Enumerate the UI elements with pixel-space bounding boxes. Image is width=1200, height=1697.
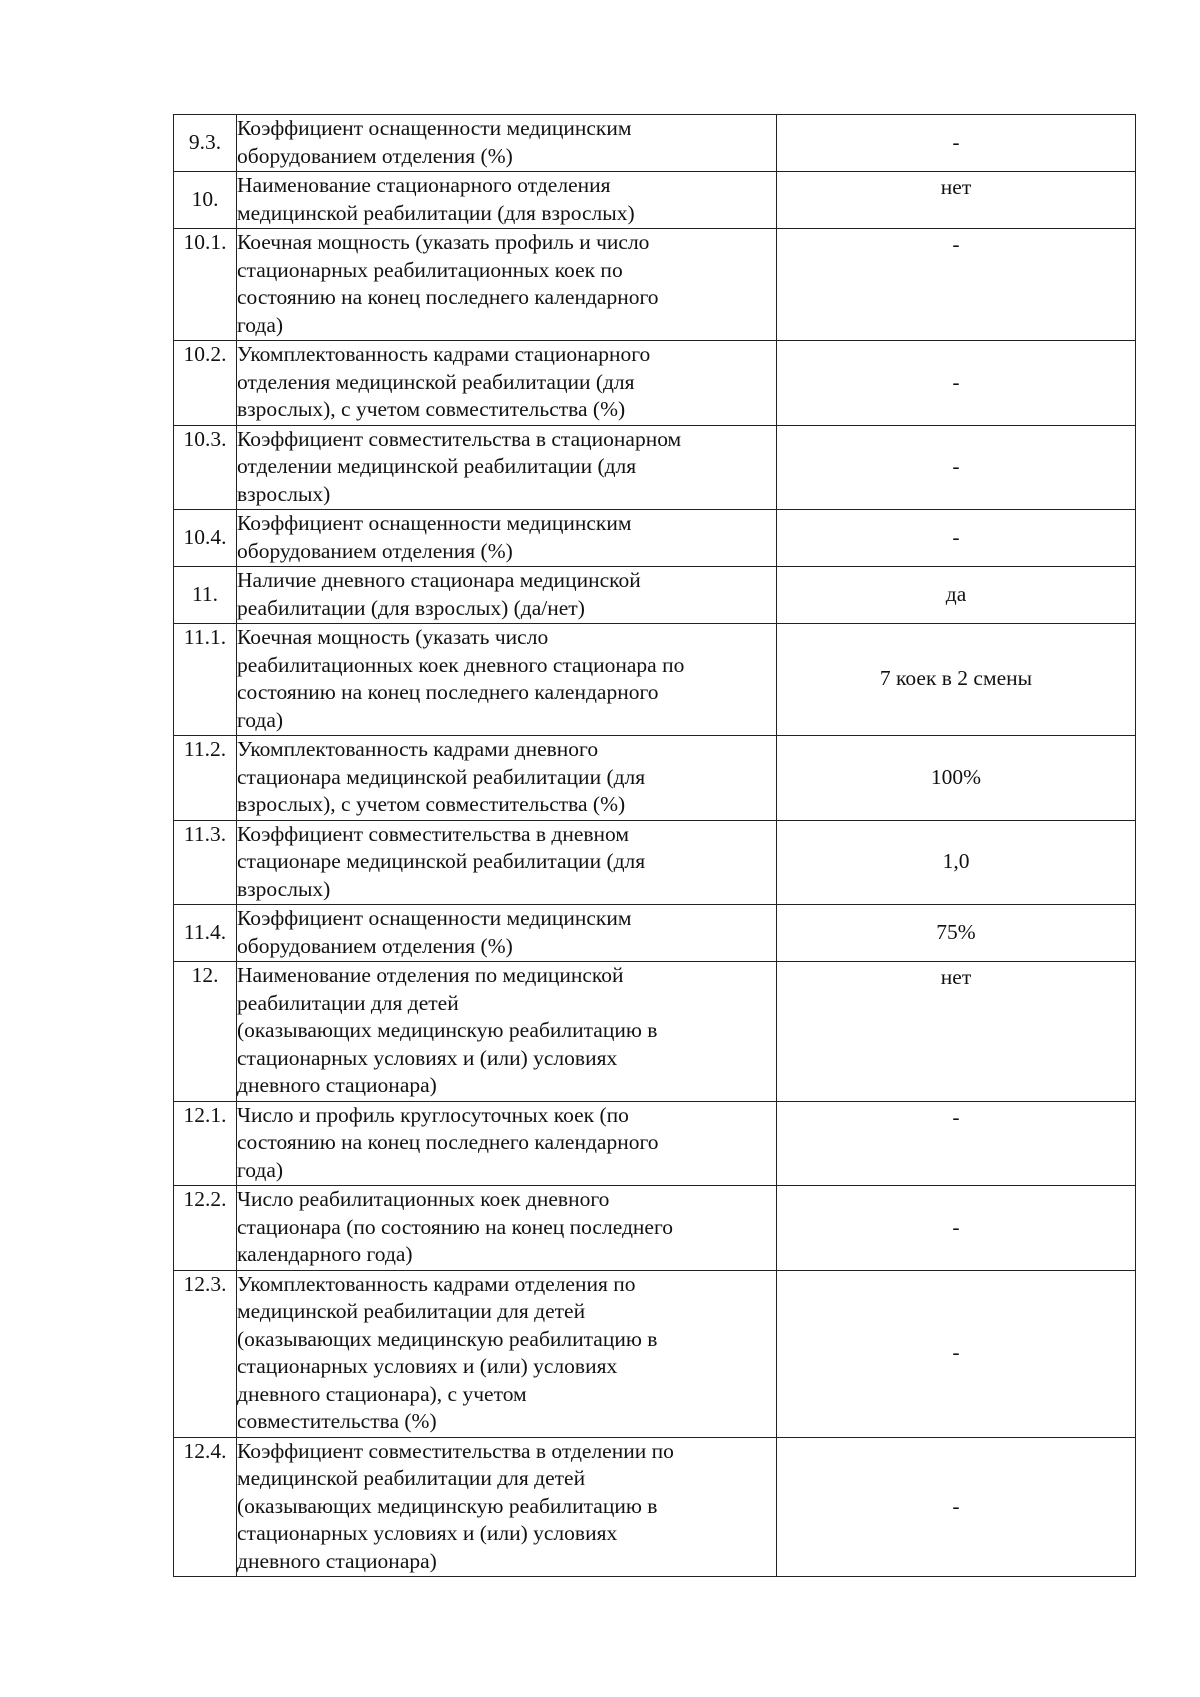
row-indicator-name: Число реабилитационных коек дневного стационара (по состоянию на конец последнего календарного года) [237, 1186, 777, 1271]
row-indicator-name: Укомплектованность кадрами дневного стационара медицинской реабилитации (для взрослых), с учетом совместительства (%) [237, 736, 777, 821]
row-indicator-name: Коечная мощность (указать число реабилитационных коек дневного стационара по состоянию на конец последнего календарного года) [237, 624, 777, 736]
row-number: 10.4. [174, 510, 237, 567]
table-row [174, 172, 1136, 229]
row-value: 7 коек в 2 смены [777, 624, 1136, 736]
row-number: 12.2. [174, 1186, 237, 1271]
row-number: 11.2. [174, 736, 237, 821]
row-indicator-name: Укомплектованность кадрами отделения по медицинской реабилитации для детей (оказывающих медицинскую реабилитацию в стационарных условиях и (или) условиях дневного стационара), с учетом совместительства (%) [237, 1270, 777, 1437]
row-indicator-name: Наименование отделения по медицинской реабилитации для детей (оказывающих медицинскую реабилитацию в стационарных условиях и (или) условиях дневного стационара) [237, 962, 777, 1102]
row-value: - [777, 1437, 1136, 1577]
row-number: 10.3. [174, 425, 237, 510]
table-row [174, 1437, 1136, 1577]
row-indicator-name: Коэффициент оснащенности медицинским оборудованием отделения (%) [237, 905, 777, 962]
table-row [174, 567, 1136, 624]
table-row [174, 624, 1136, 736]
row-value: 75% [777, 905, 1136, 962]
row-number: 12.1. [174, 1101, 237, 1186]
row-value: 100% [777, 736, 1136, 821]
row-indicator-name: Коэффициент оснащенности медицинским оборудованием отделения (%) [237, 510, 777, 567]
row-indicator-name: Коечная мощность (указать профиль и число стационарных реабилитационных коек по состоянию на конец последнего календарного года) [237, 229, 777, 341]
row-value: - [777, 510, 1136, 567]
row-indicator-name: Коэффициент совместительства в дневном стационаре медицинской реабилитации (для взрослых) [237, 820, 777, 905]
row-value: нет [777, 962, 1136, 1102]
row-indicator-name: Коэффициент совместительства в отделении по медицинской реабилитации для детей (оказывающих медицинскую реабилитацию в стационарных условиях и (или) условиях дневного стационара) [237, 1437, 777, 1577]
row-number: 10. [174, 172, 237, 229]
table-body [174, 115, 1136, 1577]
row-number: 9.3. [174, 115, 237, 172]
row-value: - [777, 1101, 1136, 1186]
row-indicator-name: Укомплектованность кадрами стационарного отделения медицинской реабилитации (для взрослых), с учетом совместительства (%) [237, 341, 777, 426]
row-value: - [777, 229, 1136, 341]
row-indicator-name: Число и профиль круглосуточных коек (по состоянию на конец последнего календарного года) [237, 1101, 777, 1186]
row-number: 12. [174, 962, 237, 1102]
row-indicator-name: Наименование стационарного отделения медицинской реабилитации (для взрослых) [237, 172, 777, 229]
row-value: - [777, 115, 1136, 172]
row-value: - [777, 1186, 1136, 1271]
row-value: - [777, 425, 1136, 510]
row-value: - [777, 341, 1136, 426]
table-row [174, 905, 1136, 962]
row-value: 1,0 [777, 820, 1136, 905]
table-row [174, 115, 1136, 172]
table-row [174, 341, 1136, 426]
table-row [174, 1270, 1136, 1437]
row-number: 11.1. [174, 624, 237, 736]
row-number: 12.4. [174, 1437, 237, 1577]
document-page [173, 114, 1135, 1577]
table-row [174, 229, 1136, 341]
table-row [174, 510, 1136, 567]
table-row [174, 736, 1136, 821]
row-value: - [777, 1270, 1136, 1437]
indicators-table [173, 114, 1136, 1577]
table-row [174, 425, 1136, 510]
row-number: 11.4. [174, 905, 237, 962]
row-number: 10.1. [174, 229, 237, 341]
row-indicator-name: Коэффициент оснащенности медицинским оборудованием отделения (%) [237, 115, 777, 172]
table-row [174, 1101, 1136, 1186]
row-indicator-name: Наличие дневного стационара медицинской реабилитации (для взрослых) (да/нет) [237, 567, 777, 624]
table-row [174, 1186, 1136, 1271]
row-value: да [777, 567, 1136, 624]
row-number: 10.2. [174, 341, 237, 426]
table-row [174, 820, 1136, 905]
row-number: 11.3. [174, 820, 237, 905]
row-indicator-name: Коэффициент совместительства в стационарном отделении медицинской реабилитации (для взрослых) [237, 425, 777, 510]
row-number: 12.3. [174, 1270, 237, 1437]
row-number: 11. [174, 567, 237, 624]
row-value: нет [777, 172, 1136, 229]
table-row [174, 962, 1136, 1102]
